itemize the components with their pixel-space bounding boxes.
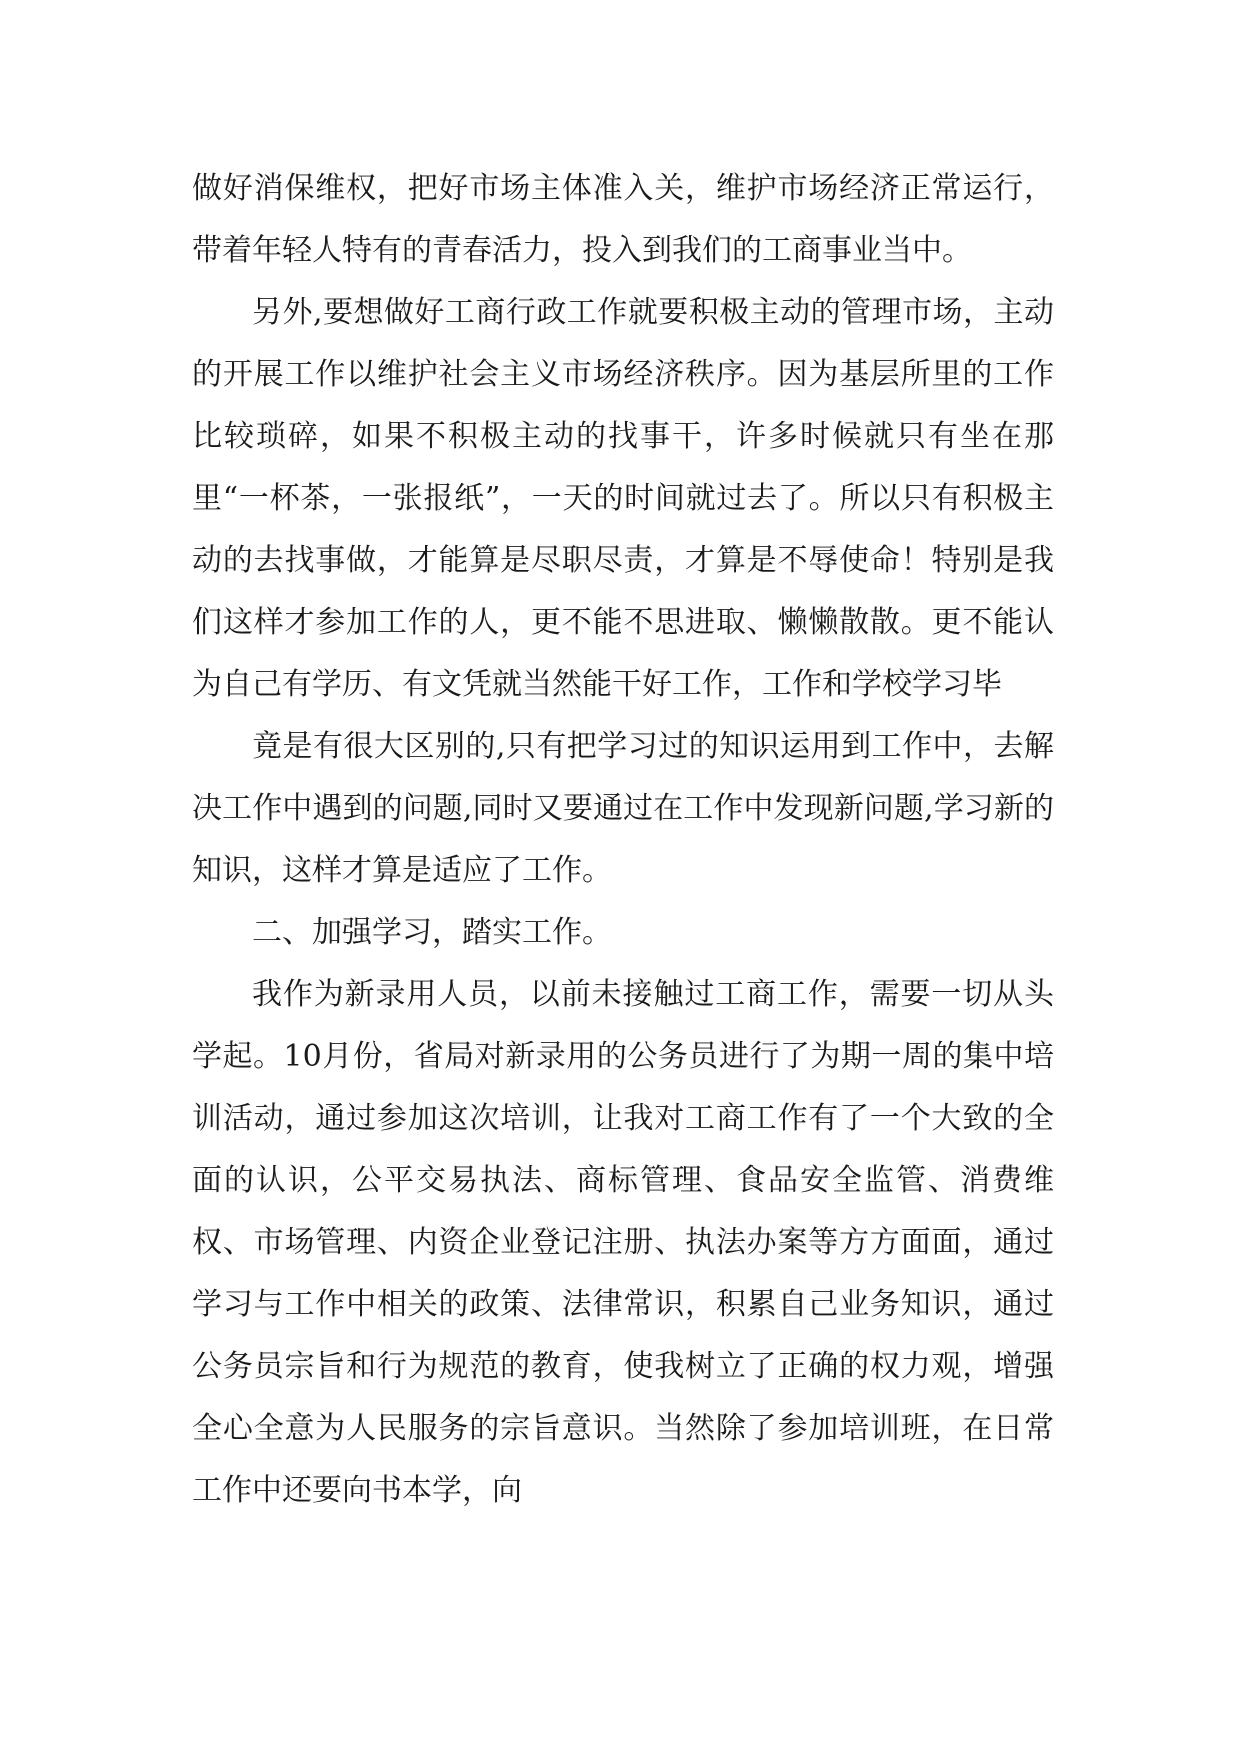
document-body: [192, 158, 1054, 1522]
section-heading: 二、加强学习，踏实工作。: [252, 915, 612, 950]
paragraph-study-vs-work: 竟是有很大区别的,只有把学习过的知识运用到工作中，去解决工作中遇到的问题,同时又要通过在工作中发现新问题,学习新的知识，这样才算是适应了工作。: [192, 729, 1054, 888]
paragraph-continuation: 做好消保维权，把好市场主体准入关，维护市场经济正常运行，带着年轻人特有的青春活力，投入到我们的工商事业当中。: [192, 171, 1054, 268]
paragraph-initiative: 另外,要想做好工商行政工作就要积极主动的管理市场，主动的开展工作以维护社会主义市场经济秩序。因为基层所里的工作比较琐碎，如果不积极主动的找事干，许多时候就只有坐在那里“一杯茶，一张报纸”，一天的时间就过去了。所以只有积极主动的去找事做，才能算是尽职尽责，才算是不辱使命！特别是我们这样才参加工作的人，更不能不思进取、懒懒散散。更不能认为自己有学历、有文凭就当然能干好工作，工作和学校学习毕: [192, 295, 1054, 702]
paragraph-training: 我作为新录用人员，以前未接触过工商工作，需要一切从头学起。10月份，省局对新录用的公务员进行了为期一周的集中培训活动，通过参加这次培训，让我对工商工作有了一个大致的全面的认识，公平交易执法、商标管理、食品安全监管、消费维权、市场管理、内资企业登记注册、执法办案等方方面面，通过学习与工作中相关的政策、法律常识，积累自己业务知识，通过公务员宗旨和行为规范的教育，使我树立了正确的权力观，增强全心全意为人民服务的宗旨意识。当然除了参加培训班，在日常工作中还要向书本学，向: [192, 977, 1054, 1508]
